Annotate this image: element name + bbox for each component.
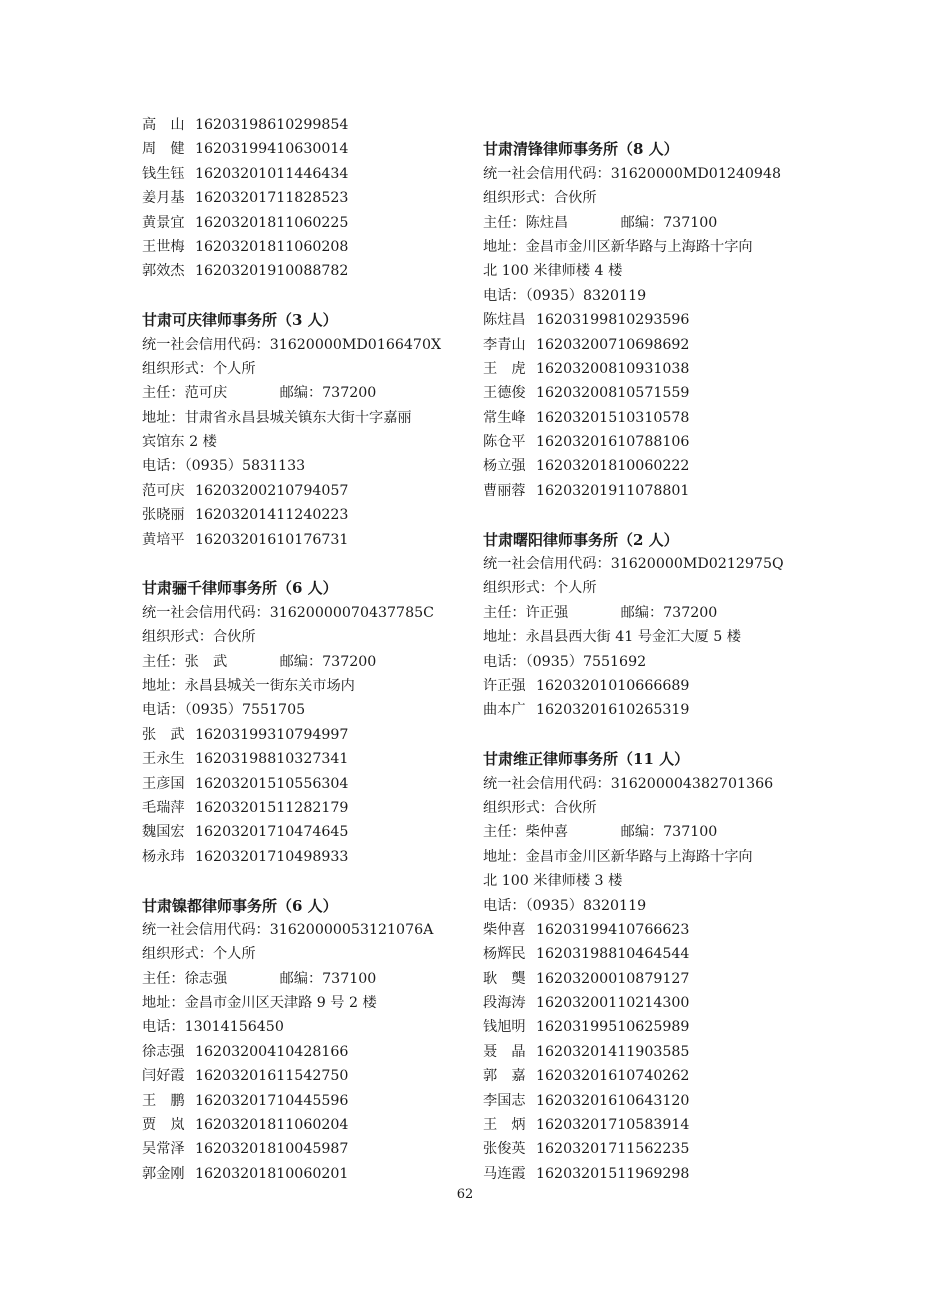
lawyer-entry: [483, 1113, 813, 1137]
lawyer-name: 杨永玮: [142, 848, 185, 865]
director-label: 主任：: [142, 970, 185, 987]
lawyer-entry: [142, 1040, 472, 1064]
postcode-label: 邮编：: [279, 385, 323, 402]
lawyer-name: 陈炷昌: [483, 312, 526, 329]
lawyer-entry: [142, 1137, 472, 1161]
lawyer-license: 16203201511969298: [536, 1165, 690, 1182]
postcode: 737200: [322, 385, 377, 402]
lawyer-name: 郭金刚: [142, 1165, 185, 1182]
lawyer-entry: [483, 381, 813, 405]
lawyer-license: 16203201710498933: [195, 848, 349, 865]
lawyer-entry: [142, 1113, 472, 1137]
credit-code: 统一社会信用代码：316200004382701366: [483, 775, 774, 792]
lawyer-name: 姜月基: [142, 190, 185, 207]
lawyer-entry: [142, 162, 472, 186]
lawyer-name: 魏国宏: [142, 824, 185, 841]
lawyer-entry: [142, 479, 472, 503]
lawyer-name: 马连霞: [483, 1165, 526, 1182]
lawyer-license: 16203201911078801: [536, 482, 690, 499]
postcode-label: 邮编：: [620, 824, 664, 841]
lawyer-name: 郭效杰: [142, 263, 185, 280]
lawyer-entry: [142, 820, 472, 844]
lawyer-license: 16203201710583914: [536, 1117, 690, 1134]
credit-code: 统一社会信用代码：31620000053121076A: [142, 921, 434, 938]
credit-code: 统一社会信用代码：31620000MD0212975Q: [483, 556, 784, 573]
organization-form: 组织形式：合伙所: [483, 190, 597, 207]
lawyer-license: 16203201811060208: [195, 238, 349, 255]
lawyer-license: 16203201611542750: [195, 1068, 349, 1085]
lawyer-license: 16203201511282179: [195, 799, 349, 816]
lawyer-entry: [142, 186, 472, 210]
lawyer-entry: [483, 918, 813, 942]
postcode-label: 邮编：: [279, 970, 323, 987]
lawyer-entry: [483, 942, 813, 966]
director-line: [483, 601, 813, 625]
director-name: 张 武: [184, 653, 228, 670]
lawyer-license: 16203199510625989: [536, 1019, 690, 1036]
lawyer-license: 16203198810327341: [195, 751, 349, 768]
lawyer-name: 常生峰: [483, 409, 526, 426]
lawyer-license: 16203200710698692: [536, 336, 690, 353]
lawyer-name: 王世梅: [142, 238, 185, 255]
section-spacer: [483, 723, 813, 747]
lawyer-license: 16203201910088782: [195, 263, 349, 280]
lawyer-name: 郭 嘉: [483, 1068, 526, 1085]
lawyer-name: 李国志: [483, 1092, 526, 1109]
lawyer-name: 张俊英: [483, 1141, 526, 1158]
organization-form: 组织形式：个人所: [142, 360, 256, 377]
postcode-label: 邮编：: [279, 653, 323, 670]
lawyer-entry: [483, 308, 813, 332]
lawyer-name: 毛瑞萍: [142, 799, 185, 816]
lawyer-name: 杨辉民: [483, 946, 526, 963]
phone: 电话：（0935）7551692: [483, 653, 647, 670]
lawyer-name: 张晓丽: [142, 507, 185, 524]
lawyer-name: 贾 岚: [142, 1117, 185, 1134]
lawyer-license: 16203201610265319: [536, 702, 690, 719]
lawyer-license: 16203201011446434: [195, 165, 349, 182]
phone: 电话：（0935）8320119: [483, 287, 647, 304]
lawyer-name: 王永生: [142, 751, 185, 768]
lawyer-entry: [483, 674, 813, 698]
postcode-label: 邮编：: [620, 604, 664, 621]
lawyer-name: 王 虎: [483, 360, 526, 377]
law-firm-block: [142, 308, 472, 552]
lawyer-entry: [142, 796, 472, 820]
lawyer-name: 黄培平: [142, 531, 185, 548]
lawyer-entry: [142, 1089, 472, 1113]
lawyer-license: 16203201610643120: [536, 1092, 690, 1109]
law-firm-block: [483, 137, 813, 503]
lawyer-name: 柴仲喜: [483, 921, 526, 938]
phone: 电话：13014156450: [142, 1019, 284, 1036]
lawyer-name: 耿 龑: [483, 970, 526, 987]
lawyer-license: 16203200110214300: [536, 995, 690, 1012]
address-line: 地址：甘肃省永昌县城关镇东大街十字嘉丽: [142, 409, 412, 426]
director-name: 柴仲喜: [525, 824, 569, 841]
director-label: 主任：: [483, 604, 526, 621]
director-line: [483, 211, 813, 235]
lawyer-entry: [483, 1064, 813, 1088]
section-spacer: [142, 552, 472, 576]
lawyer-license: 16203201610788106: [536, 434, 690, 451]
lawyer-license: 16203201710445596: [195, 1092, 349, 1109]
lawyer-entry: [483, 967, 813, 991]
director-name: 许正强: [525, 604, 569, 621]
lawyer-name: 段海涛: [483, 995, 526, 1012]
left-column: [142, 113, 472, 1186]
firm-name: 甘肃曙阳律师事务所（2 人）: [483, 530, 679, 549]
lawyer-entry: [483, 333, 813, 357]
lawyer-entry: [142, 503, 472, 527]
postcode-label: 邮编：: [620, 214, 664, 231]
lawyer-license: 16203200810571559: [536, 385, 690, 402]
lawyer-license: 16203201811060225: [195, 214, 349, 231]
address-line: 北 100 米律师楼 4 楼: [483, 263, 623, 280]
lawyer-entry: [142, 845, 472, 869]
lawyer-entry: [483, 479, 813, 503]
postcode: 737200: [322, 653, 377, 670]
organization-form: 组织形式：合伙所: [483, 799, 597, 816]
right-column: [483, 113, 813, 1186]
lawyer-entry: [142, 528, 472, 552]
lawyer-entry: [483, 1137, 813, 1161]
director-label: 主任：: [483, 824, 526, 841]
lawyer-license: 16203200410428166: [195, 1043, 349, 1060]
lawyer-license: 16203201811060204: [195, 1117, 349, 1134]
lawyer-name: 曲本广: [483, 702, 526, 719]
postcode: 737100: [663, 824, 718, 841]
lawyer-license: 16203201010666689: [536, 677, 690, 694]
lawyer-name: 王 鹏: [142, 1092, 185, 1109]
lawyer-entry: [142, 1162, 472, 1186]
lawyer-entry: [142, 137, 472, 161]
column-top-offset: [483, 113, 813, 137]
lawyer-license: 16203201411240223: [195, 507, 349, 524]
lawyer-name: 曹丽蓉: [483, 482, 526, 499]
lawyer-name: 吴常泽: [142, 1141, 185, 1158]
director-label: 主任：: [483, 214, 526, 231]
lawyer-entry: [483, 430, 813, 454]
lawyer-entry: [142, 211, 472, 235]
lawyer-name: 陈仓平: [483, 434, 526, 451]
director-name: 陈炷昌: [525, 214, 569, 231]
lawyer-entry: [483, 1015, 813, 1039]
section-spacer: [483, 503, 813, 527]
lawyer-license: 16203201510556304: [195, 775, 349, 792]
lawyer-entry: [483, 454, 813, 478]
firm-name: 甘肃清锋律师事务所（8 人）: [483, 140, 679, 159]
lawyer-name: 钱旭明: [483, 1019, 526, 1036]
lawyer-name: 王 炳: [483, 1117, 526, 1134]
postcode: 737100: [663, 214, 718, 231]
organization-form: 组织形式：个人所: [483, 580, 597, 597]
lawyer-name: 徐志强: [142, 1043, 185, 1060]
lawyer-entry: [142, 747, 472, 771]
address-line: 北 100 米律师楼 3 楼: [483, 873, 623, 890]
lawyer-entry: [483, 698, 813, 722]
address-line: 地址：永昌县城关一街东关市场内: [142, 677, 355, 694]
lawyer-license: 16203201510310578: [536, 409, 690, 426]
director-label: 主任：: [142, 653, 185, 670]
phone: 电话：（0935）8320119: [483, 897, 647, 914]
lawyer-license: 16203201810045987: [195, 1141, 349, 1158]
lawyer-entry: [483, 1162, 813, 1186]
address-line: 地址：金昌市金川区新华路与上海路十字向: [483, 848, 753, 865]
postcode: 737200: [663, 604, 718, 621]
lawyer-license: 16203199810293596: [536, 312, 690, 329]
lawyer-license: 16203201411903585: [536, 1043, 690, 1060]
lawyer-entry: [483, 991, 813, 1015]
director-name: 范可庆: [184, 385, 228, 402]
law-firm-block: [483, 747, 813, 1186]
lawyer-entry: [142, 235, 472, 259]
lawyer-name: 杨立强: [483, 458, 526, 475]
firm-name: 甘肃骊千律师事务所（6 人）: [142, 579, 338, 598]
lawyer-entry: [483, 406, 813, 430]
lawyer-name: 钱生钰: [142, 165, 185, 182]
lawyer-name: 王彦国: [142, 775, 185, 792]
director-line: [142, 650, 472, 674]
lawyer-license: 16203201610176731: [195, 531, 349, 548]
organization-form: 组织形式：个人所: [142, 946, 256, 963]
law-firm-block: [483, 528, 813, 723]
lawyer-entry: [142, 723, 472, 747]
lawyer-license: 16203198610299854: [195, 117, 349, 133]
lawyer-license: 16203201711562235: [536, 1141, 690, 1158]
lawyer-license: 16203200210794057: [195, 482, 349, 499]
lawyer-license: 16203201610740262: [536, 1068, 690, 1085]
section-spacer: [142, 869, 472, 893]
section-spacer: [142, 284, 472, 308]
lawyer-license: 16203199410766623: [536, 921, 690, 938]
organization-form: 组织形式：合伙所: [142, 629, 256, 646]
lawyer-name: 周 健: [142, 141, 185, 158]
lawyer-license: 16203201710474645: [195, 824, 349, 841]
law-firm-block: [142, 576, 472, 869]
lawyer-name: 范可庆: [142, 482, 185, 499]
address-line: 地址：永昌县西大街 41 号金汇大厦 5 楼: [483, 629, 741, 646]
director-line: [483, 820, 813, 844]
credit-code: 统一社会信用代码：31620000MD01240948: [483, 165, 782, 182]
lawyer-name: 黄景宜: [142, 214, 185, 231]
lawyer-license: 16203200810931038: [536, 360, 690, 377]
firm-name: 甘肃可庆律师事务所（3 人）: [142, 311, 338, 330]
address-line: 地址：金昌市金川区天津路 9 号 2 楼: [142, 995, 377, 1012]
lawyer-entry: [142, 259, 472, 283]
lawyer-name: 闫好霞: [142, 1068, 185, 1085]
lawyer-name: 张 武: [142, 726, 185, 743]
lawyer-name: 李青山: [483, 336, 526, 353]
credit-code: 统一社会信用代码：31620000070437785C: [142, 604, 434, 621]
director-label: 主任：: [142, 385, 185, 402]
firm-name: 甘肃镍都律师事务所（6 人）: [142, 896, 338, 915]
lawyer-name: 聂 晶: [483, 1043, 526, 1060]
lawyer-entry: [142, 1064, 472, 1088]
address-line: 地址：金昌市金川区新华路与上海路十字向: [483, 238, 753, 255]
lawyer-entry: [483, 357, 813, 381]
lawyer-name: 许正强: [483, 677, 526, 694]
lawyer-entry: [142, 772, 472, 796]
lawyer-license: 16203201810060222: [536, 458, 690, 475]
lawyer-license: 16203201711828523: [195, 190, 349, 207]
director-name: 徐志强: [184, 970, 228, 987]
director-line: [142, 967, 472, 991]
credit-code: 统一社会信用代码：31620000MD0166470X: [142, 336, 442, 353]
postcode: 737100: [322, 970, 377, 987]
lawyer-entry: [142, 113, 472, 137]
lawyer-entry: [483, 1089, 813, 1113]
lawyer-license: 16203199410630014: [195, 141, 349, 158]
lawyer-entry: [483, 1040, 813, 1064]
address-line: 宾馆东 2 楼: [142, 434, 217, 451]
phone: 电话：（0935）5831133: [142, 458, 306, 475]
lawyer-license: 16203199310794997: [195, 726, 349, 743]
lawyer-license: 16203201810060201: [195, 1165, 349, 1182]
page-number: 62: [456, 1187, 474, 1202]
firm-name: 甘肃维正律师事务所（11 人）: [483, 750, 690, 769]
phone: 电话：（0935）7551705: [142, 702, 306, 719]
lawyer-license: 16203200010879127: [536, 970, 690, 987]
lawyer-license: 16203198810464544: [536, 946, 690, 963]
lawyer-name: 王德俊: [483, 385, 526, 402]
lawyer-name: 高 山: [142, 117, 185, 133]
law-firm-block: [142, 894, 472, 1187]
director-line: [142, 381, 472, 405]
